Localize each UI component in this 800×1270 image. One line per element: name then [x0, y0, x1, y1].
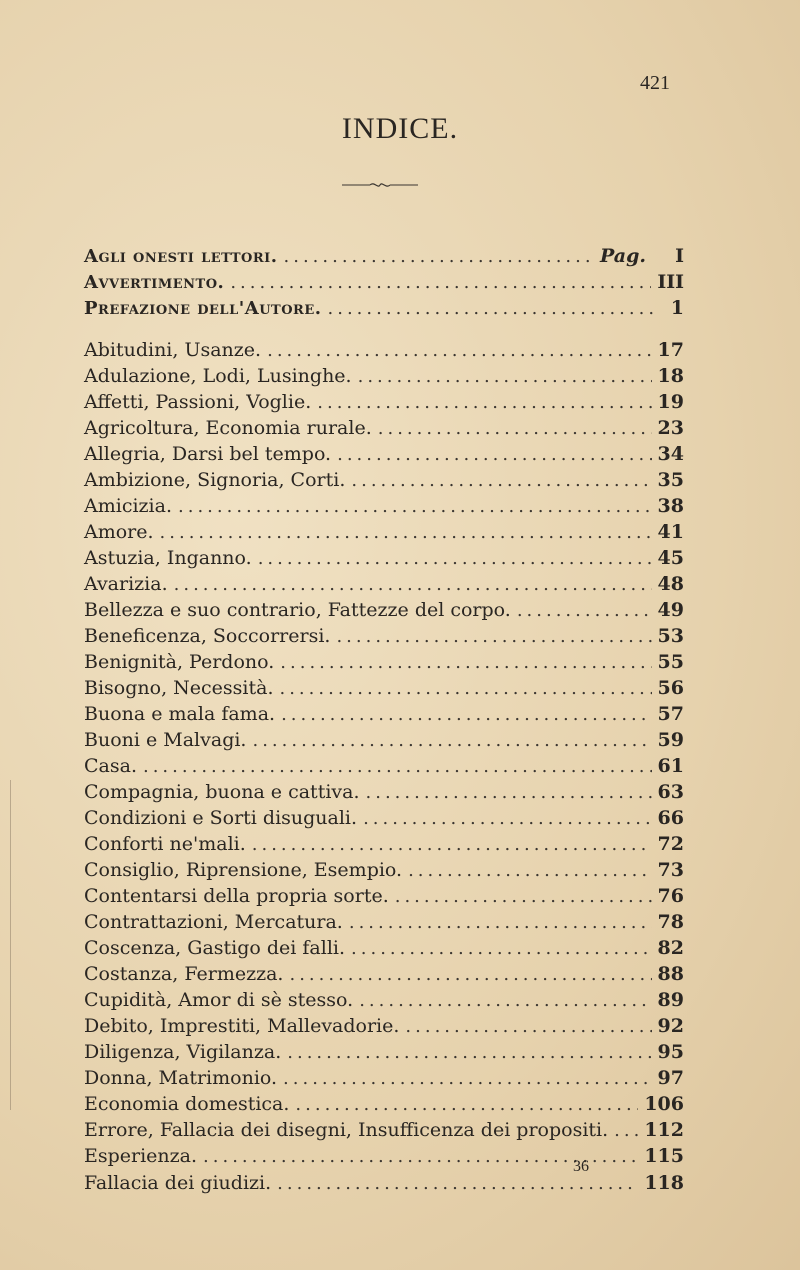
entry-page: 34: [657, 443, 684, 466]
entry-label: Casa.: [84, 755, 137, 778]
entry-page: 41: [657, 521, 684, 544]
entry-page: 88: [657, 963, 684, 986]
entry-page: 35: [657, 469, 684, 492]
entry-label: Allegria, Darsi bel tempo.: [84, 443, 332, 466]
index-entry: [84, 987, 684, 1013]
index-entry: [84, 623, 684, 649]
index-entry: [84, 727, 684, 753]
page-edge: [10, 780, 11, 1110]
dot-leader: [405, 1014, 651, 1040]
index-entry: [84, 493, 684, 519]
index-entry: [84, 675, 684, 701]
entry-page: 118: [644, 1171, 684, 1194]
entry-page: 55: [657, 651, 684, 674]
entry-label: Avarizia.: [84, 573, 168, 596]
entry-page: 61: [657, 755, 684, 778]
index-entry: [84, 519, 684, 545]
dot-leader: [252, 728, 651, 754]
index-entry: [84, 1117, 684, 1143]
entry-label: Abitudini, Usanze.: [84, 339, 262, 361]
entry-label: Adulazione, Lodi, Lusinghe.: [84, 365, 352, 388]
dot-leader: [279, 676, 651, 702]
entry-page: 63: [657, 781, 684, 804]
dot-leader: [267, 338, 651, 364]
front-matter-item: [84, 295, 684, 321]
entry-label: Agli onesti lettori.: [84, 246, 278, 267]
index-entry: [84, 389, 684, 415]
index-entry: [84, 909, 684, 935]
entry-label: Cupidità, Amor di sè stesso.: [84, 989, 354, 1012]
dot-leader: [143, 754, 652, 780]
entry-page: I: [675, 245, 684, 267]
entry-label: Prefazione dell'Autore.: [84, 298, 322, 320]
entry-page: 18: [657, 365, 684, 388]
index-entry: [84, 753, 684, 779]
entry-page: 56: [657, 677, 684, 700]
entry-page: 89: [657, 989, 684, 1012]
entry-label: Coscenza, Gastigo dei falli.: [84, 937, 346, 960]
dot-leader: [178, 494, 652, 520]
dot-leader: [295, 1092, 638, 1118]
dot-leader: [258, 546, 652, 572]
index-entry: [84, 883, 684, 909]
entry-page: 49: [657, 599, 684, 622]
entry-label: Amore.: [84, 521, 154, 544]
index-entry: [84, 857, 684, 883]
entry-page: 23: [657, 417, 684, 440]
entry-label: Donna, Matrimonio.: [84, 1067, 278, 1090]
entry-page: 72: [657, 833, 684, 856]
entry-label: Diligenza, Vigilanza.: [84, 1041, 282, 1064]
index-entry: [84, 1143, 684, 1169]
index-entry: [84, 415, 684, 441]
dot-leader: [252, 832, 652, 858]
dot-leader: [280, 650, 651, 676]
dot-leader: [160, 520, 652, 546]
index-entry: [84, 1091, 684, 1117]
dot-leader: [359, 988, 651, 1014]
index-entry: [84, 337, 684, 363]
index-entry: [84, 961, 684, 987]
front-matter-item: [84, 269, 684, 295]
entry-label: Consiglio, Riprensione, Esempio.: [84, 859, 403, 882]
index-entry: [84, 831, 684, 857]
entry-label: Bisogno, Necessità.: [84, 677, 274, 700]
index-entry: [84, 1013, 684, 1039]
front-matter-list: [84, 243, 684, 321]
dot-leader: [351, 936, 652, 962]
index-entry: [84, 649, 684, 675]
entry-page: 95: [657, 1041, 684, 1064]
index-entry: [84, 441, 684, 467]
entry-label: Benignità, Perdono.: [84, 651, 275, 674]
index-entry: [84, 545, 684, 571]
index-entry-list: [84, 337, 684, 1196]
entry-label: Compagnia, buona e cattiva.: [84, 781, 360, 804]
dot-leader: [408, 858, 651, 884]
dot-leader: [337, 442, 651, 468]
index-entry: [84, 701, 684, 727]
entry-label: Agricoltura, Economia rurale.: [84, 417, 372, 440]
entry-label: Astuzia, Inganno.: [84, 547, 252, 570]
entry-page: 45: [657, 547, 684, 570]
entry-label: Affetti, Passioni, Voglie.: [84, 391, 312, 414]
dot-leader: [317, 390, 651, 416]
entry-page: 48: [657, 573, 684, 596]
dot-leader: [614, 1118, 638, 1144]
index-entry: [84, 597, 684, 623]
entry-page: 17: [657, 339, 684, 361]
dot-leader: [328, 296, 654, 322]
entry-label: Ambizione, Signoria, Corti.: [84, 469, 346, 492]
entry-page: III: [657, 271, 684, 294]
entry-label: Buoni e Malvagi.: [84, 729, 247, 752]
index-entry: [84, 805, 684, 831]
entry-page: 19: [657, 391, 684, 414]
entry-label: Esperienza.: [84, 1145, 198, 1168]
entry-label: Errore, Fallacia dei disegni, Insufficenza dei propositi.: [84, 1119, 609, 1142]
entry-page: 76: [657, 885, 684, 908]
entry-page: 92: [657, 1015, 684, 1038]
dot-leader: [366, 780, 652, 806]
entry-label: Debito, Imprestiti, Mallevadorie.: [84, 1015, 400, 1038]
entry-label: Avvertimento.: [84, 272, 225, 294]
entry-label: Contrattazioni, Mercatura.: [84, 911, 343, 934]
entry-label: Amicizia.: [84, 495, 172, 518]
entry-page: 78: [657, 911, 684, 934]
entry-label: Condizioni e Sorti disuguali.: [84, 807, 358, 830]
ornament-divider: [340, 180, 420, 190]
entry-label: Contentarsi della propria sorte.: [84, 885, 389, 908]
entry-page: 38: [657, 495, 684, 518]
dot-leader: [358, 364, 652, 390]
dot-leader: [284, 244, 595, 270]
entry-label: Beneficenza, Soccorrersi.: [84, 625, 331, 648]
index-entry: [84, 363, 684, 389]
page-title: INDICE.: [341, 112, 459, 145]
index-entry: [84, 571, 684, 597]
dot-leader: [230, 270, 651, 296]
entry-page: 59: [657, 729, 684, 752]
entry-page: 1: [670, 297, 684, 320]
index-entry: [84, 467, 684, 493]
front-matter-item: [84, 243, 684, 269]
dot-leader: [281, 702, 651, 728]
index-entry: [84, 1065, 684, 1091]
dot-leader: [289, 962, 651, 988]
entry-label: Economia domestica.: [84, 1093, 290, 1116]
entry-page: 106: [644, 1093, 684, 1116]
dot-leader: [363, 806, 651, 832]
page-number: 421: [640, 72, 670, 94]
entry-page: 53: [657, 625, 684, 648]
dot-leader: [351, 468, 651, 494]
entry-label: Bellezza e suo contrario, Fattezze del corpo.: [84, 599, 511, 622]
entry-label: Conforti ne'mali.: [84, 833, 246, 856]
signature-mark: 36: [573, 1158, 589, 1175]
flourish-icon: [340, 180, 420, 190]
entry-label: Buona e mala fama.: [84, 703, 276, 726]
entry-page: 112: [644, 1119, 684, 1142]
index-entry: [84, 935, 684, 961]
index-entry: [84, 1170, 684, 1196]
dot-leader: [517, 598, 652, 624]
entry-page: 73: [657, 859, 684, 882]
dot-leader: [287, 1040, 651, 1066]
entry-label: Costanza, Fermezza.: [84, 963, 284, 986]
index-entry: [84, 779, 684, 805]
entry-page: 57: [657, 703, 684, 726]
dot-leader: [395, 884, 652, 910]
index-entry: [84, 1039, 684, 1065]
entry-page: 66: [657, 807, 684, 830]
entry-page: 97: [657, 1067, 684, 1090]
dot-leader: [349, 910, 652, 936]
entry-label: Fallacia dei giudizi.: [84, 1171, 272, 1194]
dot-leader: [174, 572, 652, 598]
dot-leader: [283, 1066, 652, 1092]
entry-page: 82: [657, 937, 684, 960]
dot-leader: [378, 416, 652, 442]
pag-label: Pag.: [600, 245, 646, 267]
dot-leader: [336, 624, 651, 650]
entry-page: 115: [644, 1145, 684, 1168]
